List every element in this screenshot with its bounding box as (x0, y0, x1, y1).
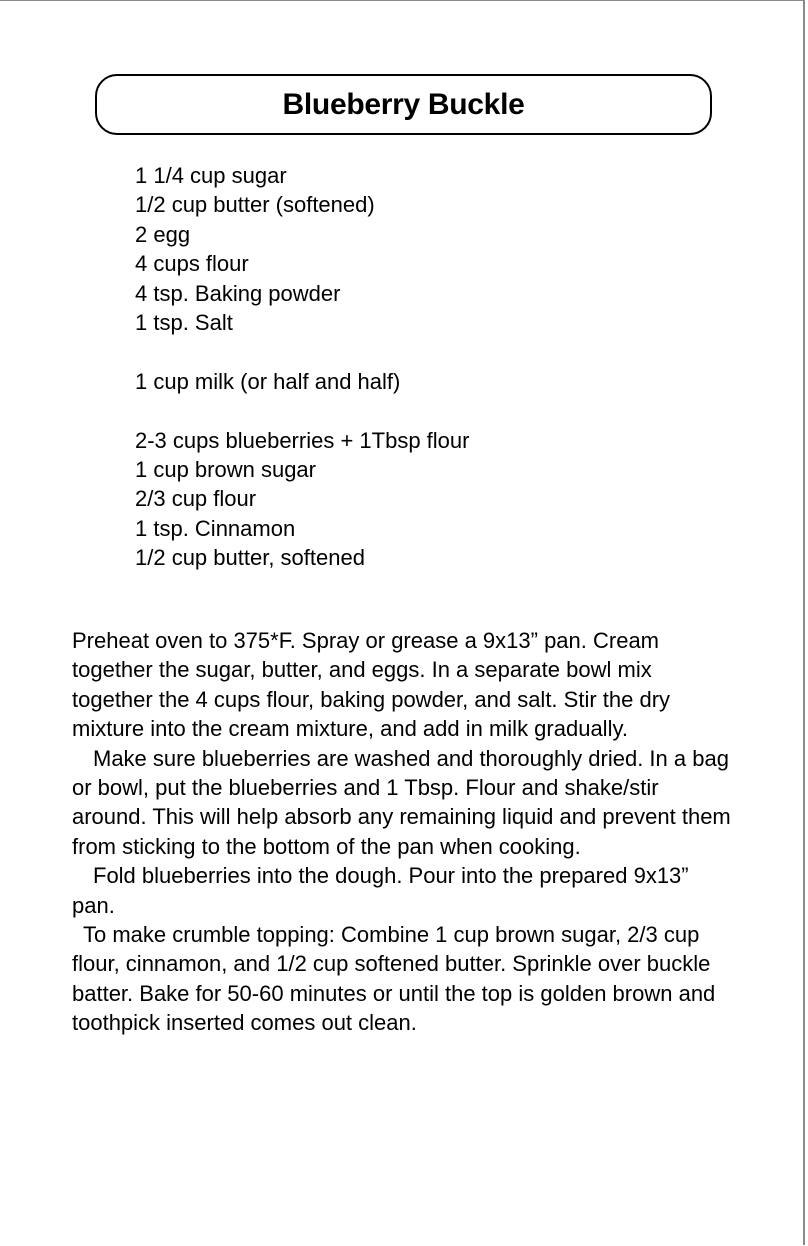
ingredient-item: 1 cup milk (or half and half) (135, 368, 401, 394)
recipe-title: Blueberry Buckle (282, 87, 525, 121)
ingredient-item: 4 tsp. Baking powder (135, 280, 341, 306)
ingredient-item: 1/2 cup butter, softened (135, 545, 365, 571)
ingredient-item: 1 tsp. Cinnamon (135, 515, 296, 541)
ingredient-item: 2 egg (135, 221, 191, 247)
direction-paragraph: Fold blueberries into the dough. Pour into the prepared 9x13” pan. (72, 863, 689, 918)
title-box (95, 74, 712, 135)
direction-paragraph: Preheat oven to 375*F. Spray or grease a 9x13” pan. Cream together the sugar, butter, and eggs. In a separate bowl mix together the 4 cups flour, baking powder, and salt. Stir the dry mixture into the cream mixture, and add in milk gradually. (72, 628, 671, 742)
ingredient-list (135, 161, 469, 573)
ingredient-item: 2/3 cup flour (135, 486, 257, 512)
ingredient-item: 2-3 cups blueberries + 1Tbsp flour (135, 427, 470, 453)
direction-paragraph: Make sure blueberries are washed and thoroughly dried. In a bag or bowl, put the blueberries and 1 Tbsp. Flour and shake/stir around. This will help absorb any remaining liquid and prevent them from sticking to the bottom of the pan when cooking. (72, 745, 731, 859)
ingredient-item: 1/2 cup butter (softened) (135, 192, 375, 218)
ingredient-item: 1 cup brown sugar (135, 457, 316, 483)
ingredient-item: 1 tsp. Salt (135, 310, 233, 336)
ingredient-item: 1 1/4 cup sugar (135, 163, 287, 188)
direction-paragraph: To make crumble topping: Combine 1 cup brown sugar, 2/3 cup flour, cinnamon, and 1/2 cup softened butter. Sprinkle over buckle batter. Bake for 50-60 minutes or until the top is golden brown and toothpick inserted comes out clean. (72, 922, 716, 1036)
directions (72, 626, 732, 1038)
ingredient-item: 4 cups flour (135, 251, 249, 277)
